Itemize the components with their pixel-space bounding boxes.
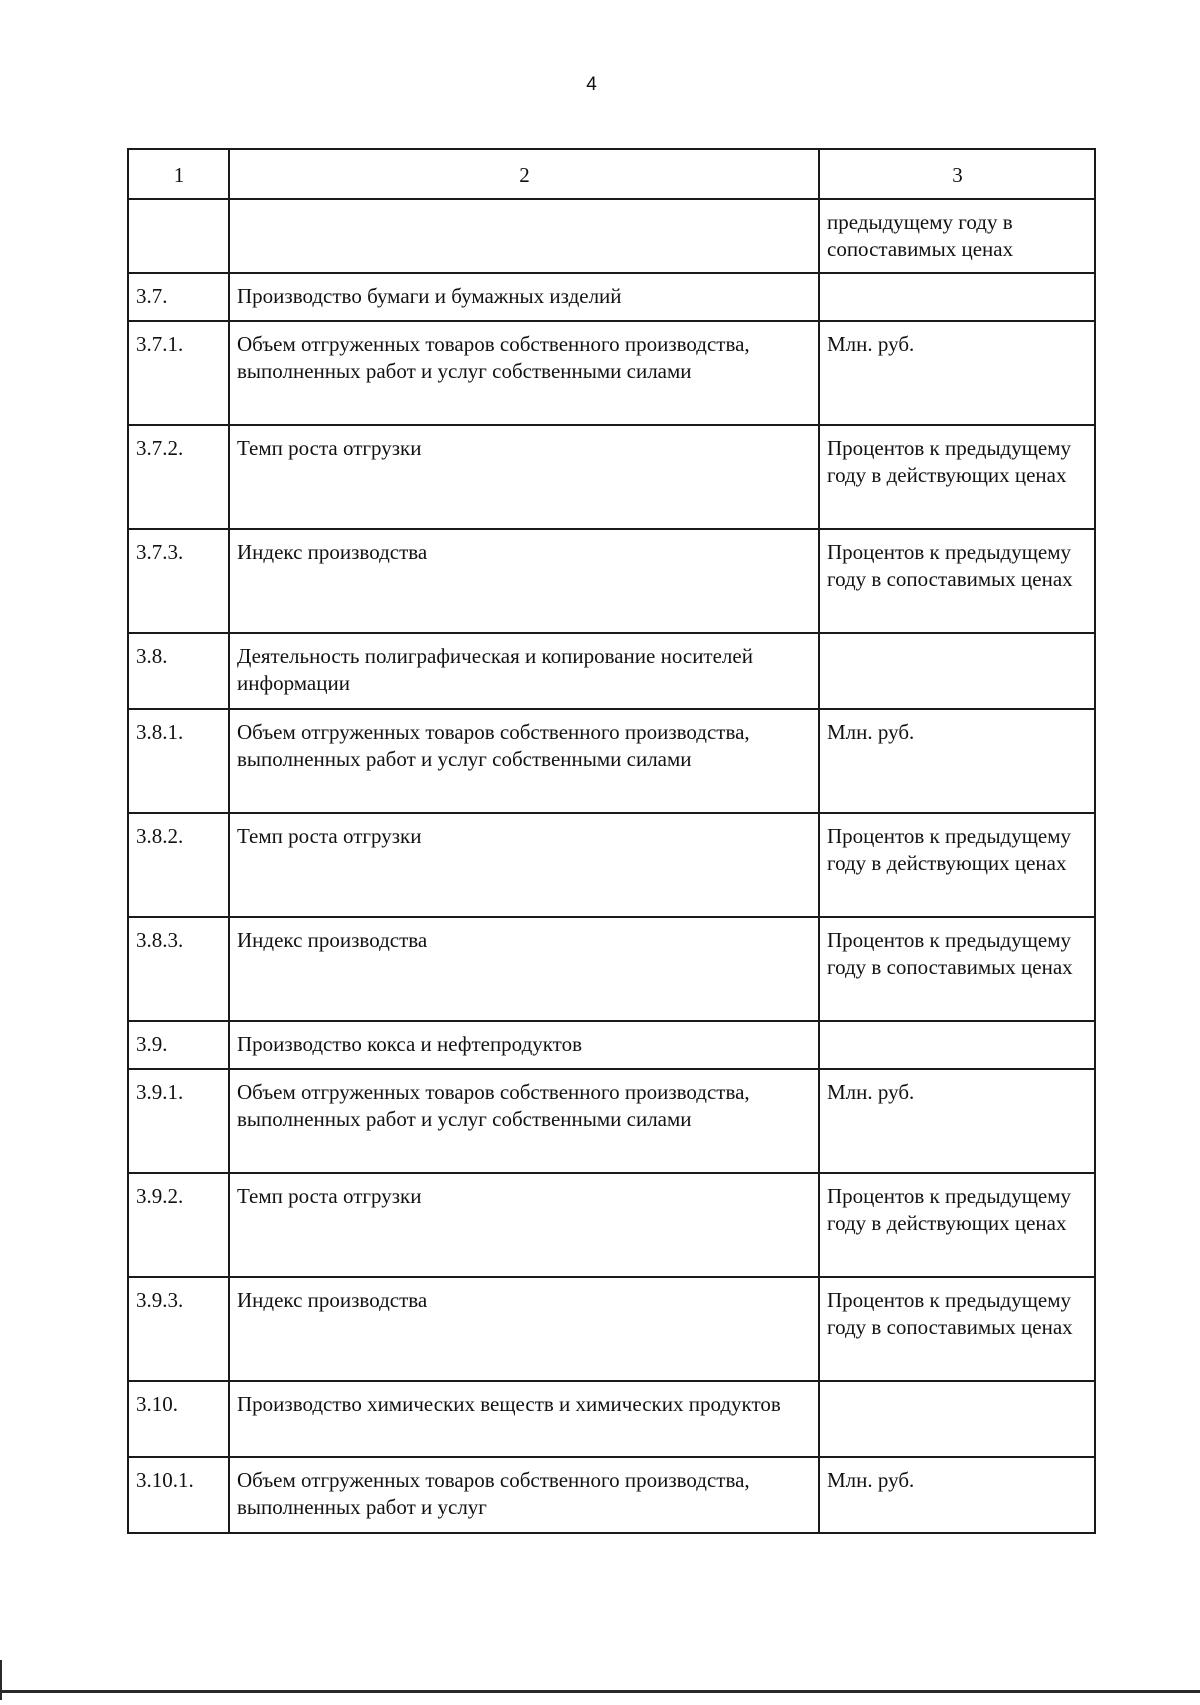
table-row <box>128 813 1095 917</box>
row-number <box>128 199 229 273</box>
unit-of-measure: Процентов к предыдущему году в сопоставимых ценах <box>819 1277 1095 1381</box>
row-number: 3.9.1. <box>128 1069 229 1173</box>
row-number: 3.7.3. <box>128 529 229 633</box>
indicator-name: Производство бумаги и бумажных изделий <box>229 273 819 321</box>
column-header-2: 2 <box>229 149 819 199</box>
table-row <box>128 1069 1095 1173</box>
indicator-name <box>229 199 819 273</box>
unit-of-measure: предыдущему году в сопоставимых ценах <box>819 199 1095 273</box>
row-number: 3.8.1. <box>128 709 229 813</box>
unit-of-measure: Процентов к предыдущему году в действующих ценах <box>819 425 1095 529</box>
scan-left-edge <box>0 1660 2 1700</box>
indicator-name: Производство химических веществ и химических продуктов <box>229 1381 819 1457</box>
table-row <box>128 917 1095 1021</box>
row-number: 3.7.2. <box>128 425 229 529</box>
row-number: 3.8.2. <box>128 813 229 917</box>
indicator-name: Деятельность полиграфическая и копирование носителей информации <box>229 633 819 709</box>
unit-of-measure <box>819 1381 1095 1457</box>
scan-bottom-edge <box>0 1690 1200 1693</box>
row-number: 3.7.1. <box>128 321 229 425</box>
unit-of-measure <box>819 273 1095 321</box>
table-row <box>128 321 1095 425</box>
row-number: 3.10.1. <box>128 1457 229 1533</box>
table-row <box>128 633 1095 709</box>
indicator-name: Объем отгруженных товаров собственного производства, выполненных работ и услуг собственными силами <box>229 321 819 425</box>
indicator-name: Объем отгруженных товаров собственного производства, выполненных работ и услуг собственными силами <box>229 1069 819 1173</box>
table-header-row <box>128 149 1095 199</box>
table-row <box>128 1277 1095 1381</box>
row-number: 3.9.3. <box>128 1277 229 1381</box>
column-header-1: 1 <box>128 149 229 199</box>
unit-of-measure: Процентов к предыдущему году в сопоставимых ценах <box>819 529 1095 633</box>
indicator-name: Индекс производства <box>229 917 819 1021</box>
table-row <box>128 425 1095 529</box>
indicator-name: Объем отгруженных товаров собственного производства, выполненных работ и услуг <box>229 1457 819 1533</box>
unit-of-measure <box>819 633 1095 709</box>
unit-of-measure: Млн. руб. <box>819 321 1095 425</box>
row-number: 3.9.2. <box>128 1173 229 1277</box>
indicator-name: Темп роста отгрузки <box>229 813 819 917</box>
indicator-name: Темп роста отгрузки <box>229 1173 819 1277</box>
indicator-name: Индекс производства <box>229 1277 819 1381</box>
table-row <box>128 273 1095 321</box>
indicator-name: Темп роста отгрузки <box>229 425 819 529</box>
unit-of-measure: Млн. руб. <box>819 709 1095 813</box>
indicator-name: Производство кокса и нефтепродуктов <box>229 1021 819 1069</box>
indicator-name: Объем отгруженных товаров собственного производства, выполненных работ и услуг собственными силами <box>229 709 819 813</box>
unit-of-measure: Млн. руб. <box>819 1069 1095 1173</box>
unit-of-measure <box>819 1021 1095 1069</box>
indicators-table <box>127 148 1096 1534</box>
page-number: 4 <box>586 74 597 95</box>
table-row <box>128 199 1095 273</box>
unit-of-measure: Процентов к предыдущему году в действующих ценах <box>819 813 1095 917</box>
table-row <box>128 1173 1095 1277</box>
table-row <box>128 1457 1095 1533</box>
table-row <box>128 1381 1095 1457</box>
row-number: 3.10. <box>128 1381 229 1457</box>
row-number: 3.8.3. <box>128 917 229 1021</box>
row-number: 3.8. <box>128 633 229 709</box>
row-number: 3.7. <box>128 273 229 321</box>
table-row <box>128 1021 1095 1069</box>
row-number: 3.9. <box>128 1021 229 1069</box>
table-row <box>128 529 1095 633</box>
unit-of-measure: Млн. руб. <box>819 1457 1095 1533</box>
table-row <box>128 709 1095 813</box>
unit-of-measure: Процентов к предыдущему году в действующих ценах <box>819 1173 1095 1277</box>
column-header-3: 3 <box>819 149 1095 199</box>
indicator-name: Индекс производства <box>229 529 819 633</box>
unit-of-measure: Процентов к предыдущему году в сопоставимых ценах <box>819 917 1095 1021</box>
